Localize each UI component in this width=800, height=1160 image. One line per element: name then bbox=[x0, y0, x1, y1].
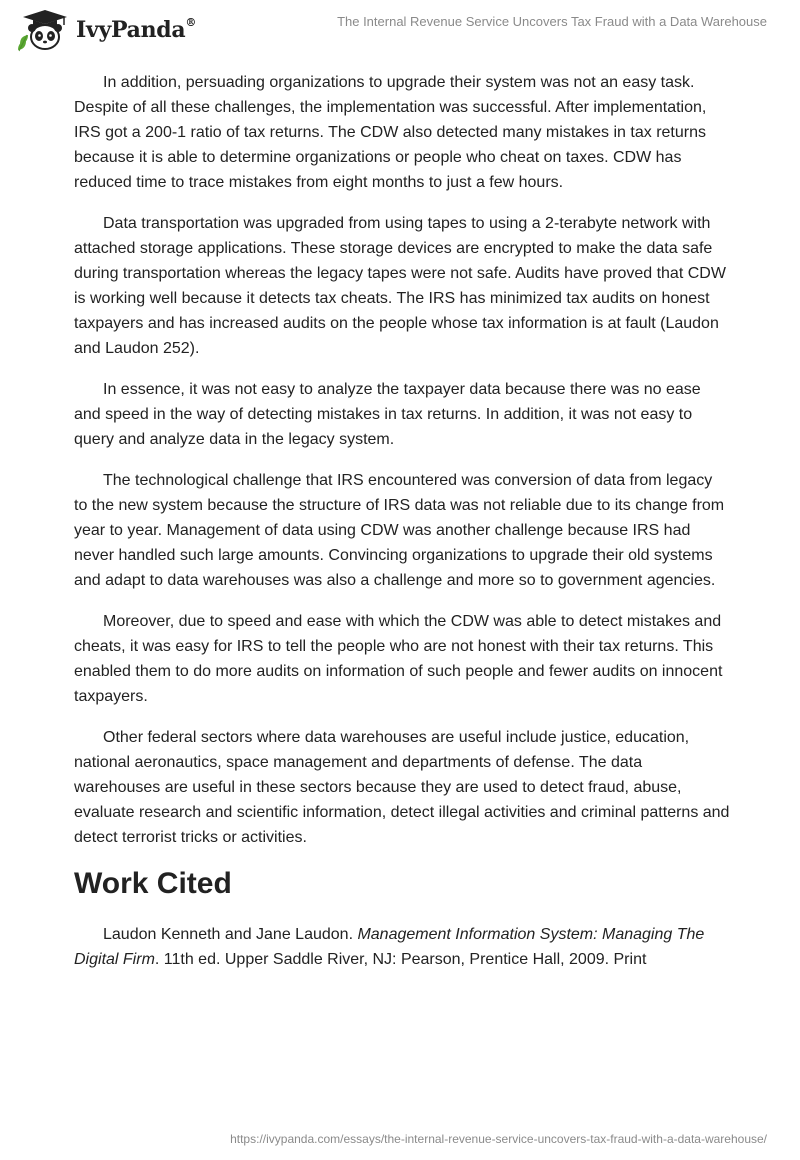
citation-title: Management Information System: Managing The Digital Firm bbox=[74, 926, 705, 968]
panda-graduate-icon bbox=[14, 8, 76, 52]
paragraph: Moreover, due to speed and ease with which the CDW was able to detect mistakes and cheats, it was easy for IRS to tell the people who are not honest with their tax returns. This enabled them to do more audits on information of such people and fewer audits on innocent taxpayers. bbox=[74, 613, 723, 705]
registered-mark: ® bbox=[185, 15, 197, 29]
ivypanda-logo[interactable] bbox=[14, 8, 197, 52]
page-header bbox=[0, 0, 800, 60]
works-cited-heading: Work Cited bbox=[74, 867, 232, 900]
logo-wordmark bbox=[76, 17, 196, 43]
essay-content bbox=[74, 70, 730, 988]
paragraph: In essence, it was not easy to analyze the taxpayer data because there was no ease and speed in the way of detecting mistakes in tax returns. In addition, it was not easy to query and analyze data in the legacy system. bbox=[74, 381, 701, 448]
logo-text: IvyPanda bbox=[76, 17, 186, 43]
source-url[interactable]: https://ivypanda.com/essays/the-internal-revenue-service-uncovers-tax-fraud-with-a-data-warehouse/ bbox=[230, 1132, 767, 1146]
paragraph: The technological challenge that IRS encountered was conversion of data from legacy to the new system because the structure of IRS data was not reliable due to its change from year to year. Management of data using CDW was another challenge because IRS had never handled such large amounts. Convincing organizations to upgrade their old systems and adapt to data warehouses was also a challenge and more so to government agencies. bbox=[74, 472, 725, 589]
document-title: The Internal Revenue Service Uncovers Tax Fraud with a Data Warehouse bbox=[337, 14, 767, 29]
citation-details: . 11th ed. Upper Saddle River, NJ: Pearson, Prentice Hall, 2009. Print bbox=[154, 951, 647, 968]
paragraph: Other federal sectors where data warehouses are useful include justice, education, national aeronautics, space management and departments of defense. The data warehouses are useful in these sectors because they are used to detect fraud, abuse, evaluate research and scientific information, detect illegal activities and criminal patterns and detect terrorist tricks or activities. bbox=[74, 729, 730, 846]
paragraph: Data transportation was upgraded from using tapes to using a 2-terabyte network with attached storage applications. These storage devices are encrypted to make the data safe during transportation whereas the legacy tapes were not safe. Audits have proved that CDW is working well because it detects tax cheats. The IRS has minimized tax audits on honest taxpayers and has increased audits on the people whose tax information is at fault (Laudon and Laudon 252). bbox=[74, 215, 726, 357]
citation-entry bbox=[74, 922, 730, 972]
paragraph: In addition, persuading organizations to upgrade their system was not an easy task. Despite of all these challenges, the implementation was successful. After implementation, IRS got a 200-1 ratio of tax returns. The CDW also detected many mistakes in tax returns because it is able to determine organizations or people who cheat on taxes. CDW has reduced time to trace mistakes from eight months to just a few hours. bbox=[74, 74, 707, 191]
citation-authors: Laudon Kenneth and Jane Laudon. bbox=[103, 926, 358, 943]
